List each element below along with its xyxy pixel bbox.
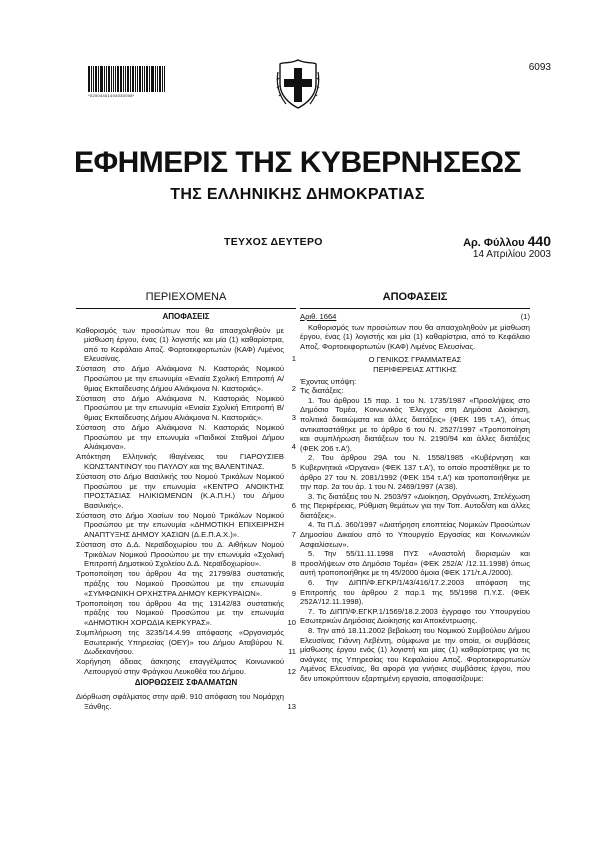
- barcode-bar: [149, 66, 150, 92]
- barcode-bar: [91, 66, 92, 92]
- contents-item-page: 9: [291, 588, 296, 598]
- contents-item-page: 1: [291, 354, 296, 364]
- contents-item-page: 2: [291, 383, 296, 393]
- contents-item[interactable]: [76, 569, 296, 598]
- contents-item-text: Σύσταση στο Δήμο Βασιλικής του Νομού Τρικάλων Νομικού Προσώπου με την επωνυμία «ΚΕΝΤΡΟ ΑΝΟΙΚΤΗΣ ΠΡΟΣΤΑΣΙΑΣ ΗΛΙΚΙΩΜΕΝΩΝ (Κ.Α.Π.Η.) του Δήμου Βασιλικής».: [76, 472, 284, 510]
- decisions-heading: ΑΠΟΦΑΣΕΙΣ: [382, 291, 448, 303]
- contents-item-text: Χορήγηση άδειας άσκησης επαγγέλματος Κοινωνικού Λειτουργού στην Φράγκου Λευκοθέα του Δήμου.: [76, 657, 284, 676]
- barcode-bar: [151, 66, 154, 92]
- provision-paragraph: 3. Τις διατάξεις του Ν. 2503/97 «Διοίκηση, Οργάνωση, Στελέχωση της Περιφέρειας, Ρύθμιση θεμάτων για την Τοπ. Αυτοδ/ση και άλλες διατάξεις».: [300, 491, 530, 520]
- contents-item-page: 3: [291, 412, 296, 422]
- contents-item[interactable]: [76, 423, 296, 452]
- contents-item[interactable]: [76, 364, 296, 393]
- barcode-bar: [106, 66, 107, 92]
- provision-paragraph: 1. Του άρθρου 15 παρ. 1 του Ν. 1735/1987 «Προσλήψεις στο Δημόσιο Τομέα, Κοινωνικός Έλεγχος στη Δημόσια Διοίκηση, πολιτικά δικαιώματα και άλλες διατάξεις» (ΦΕΚ 195 τ.Α'), όπως αντικαταστάθηκε με το άρθρο 6 του Ν. 2527/1997 «Τροποποίηση και συμπλήρωση διατάξεων του Ν. 2190/94 και άλλες διατάξεις (ΦΕΚ 206 τ.Α').: [300, 395, 530, 453]
- authority-line-1: Ο ΓΕΝΙΚΟΣ ΓΡΑΜΜΑΤΕΑΣ: [368, 355, 462, 365]
- barcode-bar: [155, 66, 156, 92]
- contents-item-text: Τροποποίηση του άρθρου 4α της 13142/83 συστατικής πράξης του Νομικού Προσώπου με την επωνυμία «ΔΗΜΟΤΙΚΗ ΧΟΡΩΔΙΑ ΚΕΡΚΥΡΑΣ».: [76, 598, 284, 627]
- provision-paragraph: 5. Την 55/11.11.1998 ΠΥΣ «Αναστολή διορισμών και προσλήψεων στο Δημόσιο Τομέα» (ΦΕΚ 252/Α' /12.11.1998) όπως αυτή τροποποιήθηκε με τη 45/2000 όμοια (ΦΕΚ 171/τ.Α./2000).: [300, 549, 530, 578]
- contents-item-page: 10: [287, 617, 296, 627]
- contents-list: [76, 326, 296, 677]
- contents-item-page: 7: [291, 530, 296, 540]
- divider: [300, 308, 530, 309]
- barcode-bar: [120, 66, 122, 92]
- barcode-bar: [162, 66, 163, 92]
- section-decisions: ΑΠΟΦΑΣΕΙΣ: [162, 312, 210, 321]
- contents-item-text: Συμπλήρωση της 3235/14.4.99 απόφασης «Οργανισμός Εσωτερικής Υπηρεσίας (ΟΕΥ)» του Δήμου Αταβύρου Ν. Δωδεκανήσου.: [76, 628, 284, 657]
- contents-item[interactable]: [76, 472, 296, 510]
- barcode-bar: [117, 66, 119, 92]
- corrections-list: [76, 692, 296, 711]
- contents-item-text: Σύσταση στο Δήμο Αλιάκμονα Ν. Καστοριάς Νομικού Προσώπου με την επωνυμία «Ενιαία Σχολική Επιτροπή Α/θμιας Εκπαίδευσης Δήμου Αλιάκμονα Ν. Καστοριάς».: [76, 364, 284, 393]
- contents-item-text: Τροποποίηση του άρθρου 4α της 21799/83 συστατικής πράξης του Νομικού Προσώπου με την επωνυμία «ΣΥΜΦΩΝΙΚΗ ΟΡΧΗΣΤΡΑ ΔΗΜΟΥ ΚΕΡΚΥΡΑΙΩΝ».: [76, 569, 284, 598]
- issue-date: 14 Απριλίου 2003: [472, 249, 551, 260]
- sheet-value: 440: [527, 233, 551, 249]
- barcode-bar: [146, 66, 148, 92]
- barcode-bar: [144, 66, 145, 92]
- contents-item-page: 6: [291, 500, 296, 510]
- barcode-bar: [157, 66, 158, 92]
- contents-item[interactable]: [76, 511, 296, 540]
- contents-item-page: 5: [291, 461, 296, 471]
- barcode-bar: [142, 66, 143, 92]
- sheet-number: [463, 233, 551, 249]
- provision-paragraph: 2. Του άρθρου 29Α του Ν. 1558/1985 «Κυβέρνηση και Κυβερνητικά «Όργανα» (ΦΕΚ 137 τ.Α'), το οποίο προστέθηκε με το άρθρο 27 του Ν. 2081/1992 (ΦΕΚ 154 τ.Α') και τροποποιήθηκε με την παρ. 2α του άρ. 1 του Ν. 2469/1997 (Α'38).: [300, 453, 530, 492]
- barcode: [88, 62, 166, 92]
- barcode-bar: [125, 66, 126, 92]
- provision-paragraph: 8. Την από 18.11.2002 βεβαίωση του Νομικού Συμβούλου Δήμου Ελευσίνας Γιάννη Λεβέντη, σύμφωνα με την οποία, οι συμβάσεις μίσθωσης έργου ενός (1) λογιστή και μίας (1) καθαρίστριας για τις ανάγκες της Υπηρεσίας του Κεφαλαίου Αποζ. Φορτοεκφορτωτών Λιμένος Ελευσίνας, θα αφορά για γνήσιες συμβάσεις έργου, που δεν υποκρύπτουν εξαρτημένη εργασία, αποφασίζουμε:: [300, 626, 530, 683]
- gazette-title: ΕΦΗΜΕΡΙΣ ΤΗΣ ΚΥΒΕΡΝΗΣΕΩΣ: [73, 146, 522, 179]
- contents-item-text: Σύσταση στο Δ.Δ. Νεραϊδοχωρίου του Δ. Αιθήκων Νομού Τρικάλων Νομικού Προσώπου με την επωνυμία «Σχολική Επιτροπή Δημοτικού Σχολείου Δ.Δ. Νεραϊδοχωρίου».: [76, 540, 284, 569]
- contents-item-page: 4: [291, 442, 296, 452]
- barcode-bar: [123, 66, 124, 92]
- barcode-text: *02004401404030008*: [88, 93, 135, 98]
- contents-item[interactable]: [76, 452, 296, 471]
- issue-label: ΤΕΥΧΟΣ ΔΕΥΤΕΡΟ: [224, 236, 323, 248]
- contents-item-text: Σύσταση στο Δήμο Χασίων του Νομού Τρικάλων Νομικού Προσώπου με την επωνυμία «ΔΗΜΟΤΙΚΗ ΕΠΙΧΕΙΡΗΣΗ ΑΝΑΠΤΥΞΗΣ ΔΗΜΟΥ ΧΑΣΙΩΝ (Δ.Ε.Π.Α.Χ.)».: [76, 510, 284, 540]
- contents-item-text: Απόκτηση Ελληνικής Ιθαγένειας του ΓΙΑΡΟΥΣΙΕΒ ΚΩΝΣΤΑΝΤΙΝΟΥ του ΠΑΥΛΟΥ και της ΒΑΛΕΝΤΙΝΑΣ.: [76, 452, 284, 471]
- barcode-bar: [95, 66, 97, 92]
- section-corrections: ΔΙΟΡΘΩΣΕΙΣ ΣΦΑΛΜΑΤΩΝ: [134, 678, 238, 688]
- contents-item-text: Διόρθωση σφάλματος στην αριθ. 910 απόφαση του Νομάρχη Ξάνθης.: [76, 692, 284, 711]
- decision-title: Καθορισμός των προσώπων που θα απασχοληθούν με μίσθωση έργου, ένας (1) λογιστής και μία (1) καθαρίστρια, από το Κεφάλαιο Αποζ. Φορτοεκφορτωτών (ΚΑΦ) Λιμένος Ελευσίνας.: [300, 322, 530, 351]
- provision-paragraph: 4. Τα Π.Δ. 360/1997 «Διατήρηση εποπτείας Νομικών Προσώπων Δημοσίου Δικαίου από το Υπουργείο Εργασίας και Κοινωνικών Ασφαλίσεων».: [300, 520, 530, 549]
- contents-item[interactable]: [76, 599, 296, 628]
- contents-item[interactable]: [76, 692, 296, 711]
- barcode-bar: [115, 66, 116, 92]
- barcode-bar: [88, 66, 90, 92]
- barcode-bar: [135, 66, 136, 92]
- contents-item[interactable]: [76, 628, 296, 657]
- provisions-list: [300, 396, 530, 684]
- barcode-bar: [127, 66, 130, 92]
- contents-item-text: Καθορισμός των προσώπων που θα απασχοληθούν με μίσθωση έργου, ένας (1) λογιστής και μία (1) καθαρίστρια, από το Κεφάλαιο Αποζ. Φορτοεκφορτωτών (ΚΑΦ) Λιμένος Ελευσίνας.: [76, 325, 284, 364]
- provision-paragraph: 6. Την ΔΙΠΠ/Φ.ΕΓΚΡ/1/43/416/17.2.2003 απόφαση της Επιτροπής του άρθρου 2 παρ.1 της 55/1998 Π.Υ.Σ. (ΦΕΚ 252Α'/12.11.1998).: [300, 578, 530, 607]
- contents-item[interactable]: [76, 657, 296, 676]
- having-in-mind: Έχοντας υπόψη:: [300, 376, 357, 386]
- barcode-bar: [113, 66, 114, 92]
- contents-item-text: Σύσταση στο Δήμο Αλιάκμονα Ν. Καστοριάς Νομικού Προσώπου με την επωνυμία «Ενιαία Σχολική Επιτροπή Β/θμιας Εκπαίδευσης Δήμου Αλιάκμονα Ν. Καστοριάς».: [76, 393, 284, 422]
- contents-item-page: 11: [288, 647, 296, 657]
- decision-number: Αριθ. 1664: [300, 312, 337, 321]
- contents-item[interactable]: [76, 394, 296, 423]
- contents-item[interactable]: [76, 540, 296, 569]
- sheet-label: Αρ. Φύλλου: [463, 237, 525, 249]
- decision-number-row: [300, 312, 530, 322]
- barcode-bar: [111, 66, 112, 92]
- contents-item[interactable]: [76, 326, 296, 364]
- barcode-bar: [159, 66, 161, 92]
- provision-paragraph: 7. Το ΔΙΠΠ/Φ.ΕΓΚΡ.1/1569/18.2.2003 έγγραφο του Υπουργείου Εσωτερικών Δημόσιας Διοίκησης και Αποκέντρωσης.: [300, 606, 530, 626]
- contents-item-text: Σύσταση στο Δήμο Αλιάκμονα Ν. Καστοριάς Νομικού Προσώπου με την επωνυμία «Παιδικοί Σταθμοί Δήμου Αλιάκμονα».: [76, 423, 284, 452]
- divider: [76, 308, 296, 309]
- contents-item-page: 13: [287, 701, 296, 711]
- contents-item-page: 12: [287, 666, 296, 676]
- decision-marker: (1): [520, 312, 530, 321]
- barcode-bar: [100, 66, 103, 92]
- provisions-label: Τις διατάξεις:: [300, 386, 344, 396]
- contents-heading: ΠΕΡΙΕΧΟΜΕΝΑ: [145, 291, 227, 303]
- barcode-bar: [132, 66, 134, 92]
- barcode-bar: [104, 66, 105, 92]
- barcode-bar: [139, 66, 141, 92]
- page-number: 6093: [528, 62, 551, 73]
- barcode-bar: [98, 66, 99, 92]
- barcode-bar: [130, 66, 131, 92]
- decisions-column: [300, 290, 530, 684]
- barcode-bar: [93, 66, 94, 92]
- barcode-bar: [108, 66, 110, 92]
- contents-column: [76, 290, 296, 712]
- gazette-subtitle: ΤΗΣ ΕΛΛΗΝΙΚΗΣ ΔΗΜΟΚΡΑΤΙΑΣ: [170, 186, 425, 203]
- barcode-bar: [137, 66, 138, 92]
- barcode-bar: [164, 66, 165, 92]
- greek-coat-of-arms-icon: [276, 58, 320, 110]
- authority-line-2: ΠΕΡΙΦΕΡΕΙΑΣ ΑΤΤΙΚΗΣ: [373, 364, 457, 374]
- contents-item-page: 8: [291, 559, 296, 569]
